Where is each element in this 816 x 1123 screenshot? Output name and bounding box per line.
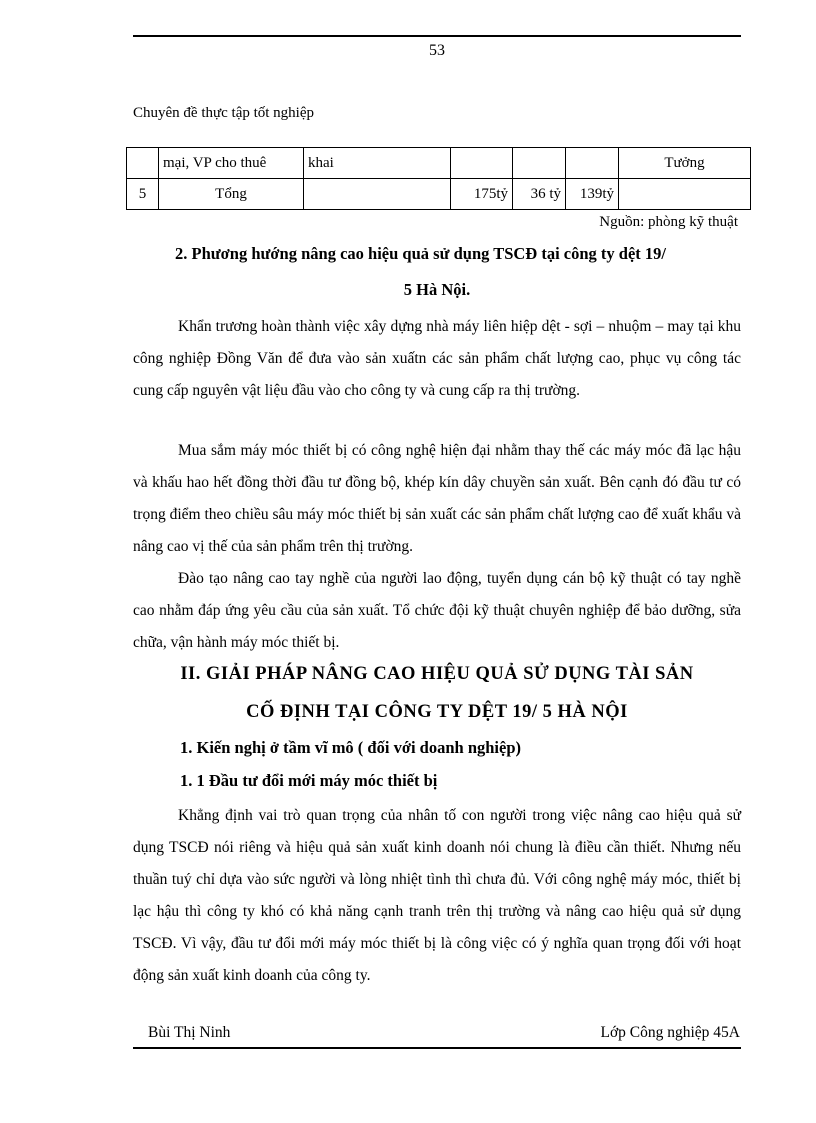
paragraph — [133, 800, 741, 992]
paragraph-text: Mua sắm máy móc thiết bị có công nghệ hiện đại nhằm thay thế các máy móc đã lạc hậu và khấu hao hết đồng thời đầu tư đồng bộ, khép kín dây chuyền sản xuất. Bên cạnh đó đầu tư có trọng điểm theo chiều sâu máy móc thiết bị sản xuất các sản phẩm chất lượng cao để xuất khẩu và nâng cao vị thế của sản phẩm trên thị trường. — [133, 442, 741, 555]
table-cell: Tưởng — [619, 148, 751, 179]
paragraph — [133, 563, 741, 659]
top-rule — [133, 35, 741, 37]
subheading: 1. Kiến nghị ở tầm vĩ mô ( đối với doanh nghiệp) — [180, 738, 521, 757]
table-cell — [304, 179, 451, 210]
section-heading-cont: 5 Hà Nội. — [403, 280, 471, 299]
paragraph — [133, 311, 741, 407]
paragraph-text: Đào tạo nâng cao tay nghề của người lao động, tuyển dụng cán bộ kỹ thuật có tay nghề cao nhằm đáp ứng yêu cầu của sản xuất. Tổ chức đội kỹ thuật chuyên nghiệp để bảo dưỡng, sửa chữa, vận hành máy móc thiết bị. — [133, 570, 741, 651]
table-source-note: Nguồn: phòng kỹ thuật — [599, 214, 738, 230]
paragraph-text: Khẩn trương hoàn thành việc xây dựng nhà máy liên hiệp dệt - sợi – nhuộm – may tại khu công nghiệp Đồng Văn để đưa vào sản xuấtn các sản phẩm chất lượng cao, phục vụ công tác cung cấp nguyên vật liệu đầu vào cho công ty và cung cấp ra thị trường. — [133, 318, 741, 399]
subheading: 1. 1 Đầu tư đổi mới máy móc thiết bị — [180, 771, 438, 790]
table-cell — [566, 148, 619, 179]
table-cell: khai — [304, 148, 451, 179]
table-cell: 175tỷ — [451, 179, 513, 210]
table-cell: Tổng — [159, 179, 304, 210]
chapter-heading-cont: CỐ ĐỊNH TẠI CÔNG TY DỆT 19/ 5 HÀ NỘI — [246, 702, 628, 722]
chapter-heading: II. GIẢI PHÁP NÂNG CAO HIỆU QUẢ SỬ DỤNG TÀI SẢN — [180, 664, 694, 684]
bottom-rule — [133, 1047, 741, 1049]
table-cell — [619, 179, 751, 210]
footer-class: Lớp Công nghiệp 45A — [600, 1024, 740, 1041]
page-number: 53 — [429, 42, 445, 59]
paragraph — [133, 435, 741, 563]
footer-author: Bùi Thị Ninh — [148, 1024, 231, 1041]
table-cell — [127, 148, 159, 179]
table-cell: mại, VP cho thuê — [159, 148, 304, 179]
table-row — [127, 148, 751, 179]
section-heading: 2. Phương hướng nâng cao hiệu quả sử dụng TSCĐ tại công ty dệt 19/ — [175, 244, 666, 263]
table-cell: 5 — [127, 179, 159, 210]
table-cell: 36 tỷ — [513, 179, 566, 210]
table-cell — [513, 148, 566, 179]
header-title: Chuyên đề thực tập tốt nghiệp — [133, 105, 315, 121]
table-row — [127, 179, 751, 210]
data-table — [126, 147, 751, 210]
table-cell — [451, 148, 513, 179]
paragraph-text: Khẳng định vai trò quan trọng của nhân tố con người trong việc nâng cao hiệu quả sử dụng TSCĐ nói riêng và hiệu quả sản xuất kinh doanh nói chung là điều cần thiết. Nhưng nếu thuần tuý chỉ dựa vào sức người và lòng nhiệt tình thì chưa đủ. Với công nghệ máy móc, thiết bị lạc hậu thì công ty khó có khả năng cạnh tranh trên thị trường và nâng cao hiệu quả sử dụng TSCĐ. Vì vậy, đầu tư đổi mới máy móc thiết bị là công việc có ý nghĩa quan trọng đối với hoạt động sản xuất kinh doanh của công ty. — [133, 807, 741, 984]
table-cell: 139tỷ — [566, 179, 619, 210]
